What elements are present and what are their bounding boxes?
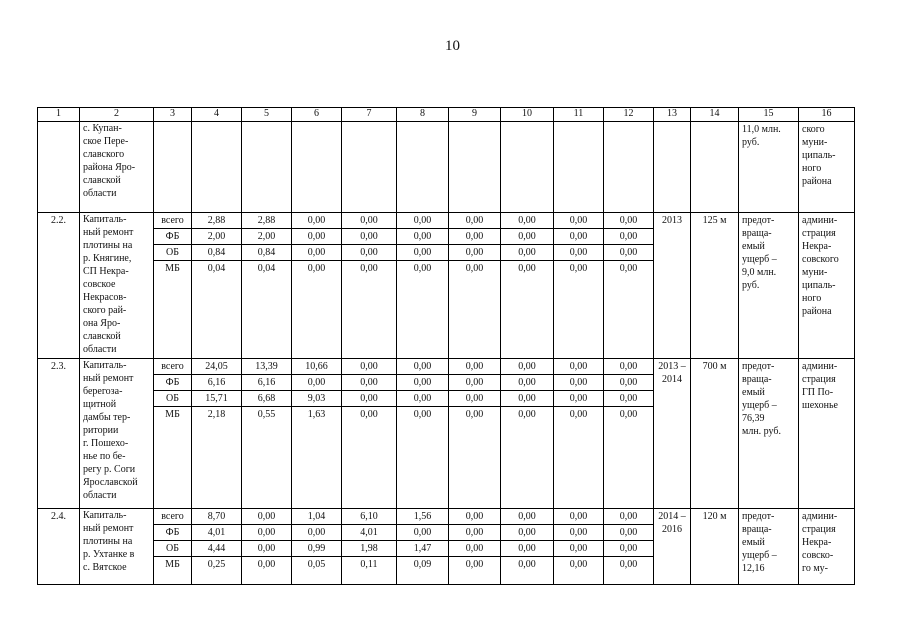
amount-value: 0,00 bbox=[449, 525, 500, 541]
amount-value: 0,00 bbox=[257, 559, 276, 570]
amount-value: 8,70 bbox=[192, 509, 241, 525]
amount-value: 15,71 bbox=[192, 391, 241, 407]
funding-levels bbox=[154, 359, 192, 509]
amount-value: 2,00 bbox=[242, 229, 291, 245]
amount-value: 0,05 bbox=[307, 559, 326, 570]
column-number-8: 8 bbox=[397, 108, 449, 122]
table-row bbox=[38, 213, 855, 359]
amount-value: 0,00 bbox=[292, 229, 341, 245]
amount-value: 0,99 bbox=[292, 541, 341, 557]
amount-column-12 bbox=[604, 213, 654, 359]
program-table bbox=[37, 107, 855, 585]
amount-column-4 bbox=[192, 213, 242, 359]
amount-value: 4,01 bbox=[192, 525, 241, 541]
amount-value: 0,00 bbox=[449, 391, 500, 407]
amount-value: 6,10 bbox=[342, 509, 396, 525]
amount-value: 6,16 bbox=[192, 375, 241, 391]
amount-value: 0,00 bbox=[604, 375, 653, 391]
funding-level: ОБ bbox=[154, 391, 191, 407]
amount-value: 0,00 bbox=[360, 409, 378, 420]
amount-column-12 bbox=[604, 509, 654, 585]
funding-levels bbox=[154, 213, 192, 359]
funding-level: ФБ bbox=[154, 375, 191, 391]
amount-value: 0,00 bbox=[360, 263, 378, 274]
amount-value: 0,00 bbox=[342, 245, 396, 261]
column-number-4: 4 bbox=[192, 108, 242, 122]
amount-value: 0,00 bbox=[554, 213, 603, 229]
funding-level: всего bbox=[154, 213, 191, 229]
amount-column-4 bbox=[192, 359, 242, 509]
amount-value: 13,39 bbox=[242, 359, 291, 375]
object-length: 125 м bbox=[691, 213, 739, 359]
column-number-6: 6 bbox=[292, 108, 342, 122]
amount-value: 0,00 bbox=[397, 375, 448, 391]
continuation-row bbox=[38, 122, 855, 213]
amount-value: 0,00 bbox=[604, 359, 653, 375]
amount-value: 6,16 bbox=[242, 375, 291, 391]
amount-value: 0,00 bbox=[501, 213, 553, 229]
amount-value: 10,66 bbox=[292, 359, 341, 375]
row-number: 2.2. bbox=[38, 213, 80, 359]
amount-value: 0,00 bbox=[619, 263, 638, 274]
column-number-9: 9 bbox=[449, 108, 501, 122]
table-row bbox=[38, 509, 855, 585]
column-number-10: 10 bbox=[501, 108, 554, 122]
amount-value: 2,18 bbox=[207, 409, 226, 420]
amount-column-7 bbox=[342, 213, 397, 359]
amount-value: 0,00 bbox=[242, 525, 291, 541]
column-number-row bbox=[38, 108, 855, 122]
amount-value: 0,84 bbox=[242, 245, 291, 261]
amount-value: 0,00 bbox=[501, 525, 553, 541]
amount-value: 0,00 bbox=[397, 391, 448, 407]
executor: админи- страция Некра- совского муни- ципаль- ного района bbox=[799, 213, 855, 359]
amount-value: 0,00 bbox=[569, 559, 588, 570]
amount-value: 0,25 bbox=[207, 559, 226, 570]
amount-value: 0,00 bbox=[554, 245, 603, 261]
amount-value: 2,88 bbox=[242, 213, 291, 229]
amount-column-6 bbox=[292, 359, 342, 509]
implementation-years: 2013 – 2014 bbox=[654, 359, 691, 509]
amount-value: 0,09 bbox=[413, 559, 432, 570]
amount-value: 0,00 bbox=[413, 263, 432, 274]
amount-value: 0,00 bbox=[465, 263, 484, 274]
amount-value: 0,00 bbox=[518, 559, 536, 570]
amount-value: 0,00 bbox=[501, 245, 553, 261]
amount-value: 4,01 bbox=[342, 525, 396, 541]
amount-column-4 bbox=[192, 509, 242, 585]
amount-column-7 bbox=[342, 509, 397, 585]
amount-value: 0,00 bbox=[518, 409, 536, 420]
expected-effect: предот- враща- емый ущерб – 76,39 млн. руб. bbox=[739, 359, 799, 509]
amount-value: 0,00 bbox=[397, 245, 448, 261]
amount-value: 0,00 bbox=[342, 229, 396, 245]
amount-value: 0,00 bbox=[501, 541, 553, 557]
amount-value: 0,00 bbox=[554, 509, 603, 525]
amount-column-6 bbox=[292, 509, 342, 585]
amount-value: 0,00 bbox=[501, 391, 553, 407]
column-number-16: 16 bbox=[799, 108, 855, 122]
column-number-5: 5 bbox=[242, 108, 292, 122]
amount-value: 0,00 bbox=[342, 391, 396, 407]
amount-value: 0,11 bbox=[360, 559, 378, 570]
amount-column-11 bbox=[554, 213, 604, 359]
amount-value: 9,03 bbox=[292, 391, 341, 407]
funding-levels bbox=[154, 509, 192, 585]
amount-value: 0,00 bbox=[397, 525, 448, 541]
funding-level: ФБ bbox=[154, 525, 191, 541]
implementation-years: 2014 – 2016 bbox=[654, 509, 691, 585]
expected-effect: предот- враща- емый ущерб – 12,16 bbox=[739, 509, 799, 585]
amount-value: 24,05 bbox=[192, 359, 241, 375]
amount-value: 1,04 bbox=[292, 509, 341, 525]
funding-level: ОБ bbox=[154, 541, 191, 557]
amount-value: 0,00 bbox=[501, 359, 553, 375]
funding-level: всего bbox=[154, 359, 191, 375]
amount-column-5 bbox=[242, 509, 292, 585]
amount-value: 0,00 bbox=[449, 509, 500, 525]
object-name: Капиталь- ный ремонт плотины на р. Ухтанке в с. Вятское bbox=[80, 509, 154, 585]
amount-column-10 bbox=[501, 359, 554, 509]
amount-value: 0,00 bbox=[604, 229, 653, 245]
amount-column-11 bbox=[554, 359, 604, 509]
row-number: 2.4. bbox=[38, 509, 80, 585]
amount-column-8 bbox=[397, 509, 449, 585]
amount-value: 0,00 bbox=[554, 229, 603, 245]
amount-value: 0,00 bbox=[397, 229, 448, 245]
amount-value: 0,00 bbox=[292, 375, 341, 391]
row-number: 2.3. bbox=[38, 359, 80, 509]
amount-value: 0,00 bbox=[619, 559, 638, 570]
amount-column-10 bbox=[501, 509, 554, 585]
column-number-11: 11 bbox=[554, 108, 604, 122]
amount-column-10 bbox=[501, 213, 554, 359]
amount-column-12 bbox=[604, 359, 654, 509]
amount-value: 0,00 bbox=[569, 409, 588, 420]
funding-level: МБ bbox=[165, 559, 180, 570]
amount-column-7 bbox=[342, 359, 397, 509]
amount-value: 0,00 bbox=[449, 541, 500, 557]
amount-value: 6,68 bbox=[242, 391, 291, 407]
amount-value: 0,00 bbox=[604, 541, 653, 557]
amount-value: 0,00 bbox=[413, 409, 432, 420]
amount-value: 1,98 bbox=[342, 541, 396, 557]
amount-value: 0,00 bbox=[604, 245, 653, 261]
object-length: 120 м bbox=[691, 509, 739, 585]
amount-value: 2,88 bbox=[192, 213, 241, 229]
amount-value: 0,00 bbox=[307, 263, 326, 274]
amount-column-9 bbox=[449, 213, 501, 359]
amount-value: 0,00 bbox=[604, 525, 653, 541]
amount-column-8 bbox=[397, 359, 449, 509]
amount-value: 0,00 bbox=[554, 541, 603, 557]
amount-value: 0,00 bbox=[397, 359, 448, 375]
funding-level: МБ bbox=[165, 263, 180, 274]
amount-value: 0,00 bbox=[242, 541, 291, 557]
funding-level: ОБ bbox=[154, 245, 191, 261]
amount-column-9 bbox=[449, 509, 501, 585]
amount-column-6 bbox=[292, 213, 342, 359]
amount-value: 0,00 bbox=[342, 375, 396, 391]
amount-value: 0,00 bbox=[501, 509, 553, 525]
continuation-object-name: с. Купан- ское Пере- славского района Яро- славской области bbox=[80, 122, 154, 213]
column-number-12: 12 bbox=[604, 108, 654, 122]
amount-value: 0,00 bbox=[449, 375, 500, 391]
amount-value: 0,00 bbox=[465, 409, 484, 420]
expected-effect: предот- враща- емый ущерб – 9,0 млн. руб. bbox=[739, 213, 799, 359]
continuation-effect: 11,0 млн. руб. bbox=[739, 122, 799, 213]
table-row bbox=[38, 359, 855, 509]
amount-column-5 bbox=[242, 213, 292, 359]
amount-value: 0,00 bbox=[449, 213, 500, 229]
amount-value: 0,00 bbox=[292, 245, 341, 261]
column-number-14: 14 bbox=[691, 108, 739, 122]
amount-value: 0,00 bbox=[604, 213, 653, 229]
continuation-executor: ского муни- ципаль- ного района bbox=[799, 122, 855, 213]
amount-value: 2,00 bbox=[192, 229, 241, 245]
funding-level: всего bbox=[154, 509, 191, 525]
amount-value: 1,47 bbox=[397, 541, 448, 557]
object-length: 700 м bbox=[691, 359, 739, 509]
amount-value: 0,00 bbox=[242, 509, 291, 525]
executor: админи- страция Некра- совско- го му- bbox=[799, 509, 855, 585]
column-number-15: 15 bbox=[739, 108, 799, 122]
amount-value: 0,04 bbox=[207, 263, 226, 274]
amount-value: 0,00 bbox=[465, 559, 484, 570]
amount-value: 0,00 bbox=[501, 375, 553, 391]
amount-value: 0,00 bbox=[619, 409, 638, 420]
amount-value: 0,00 bbox=[292, 525, 341, 541]
amount-column-8 bbox=[397, 213, 449, 359]
amount-value: 4,44 bbox=[192, 541, 241, 557]
amount-value: 0,00 bbox=[501, 229, 553, 245]
column-number-13: 13 bbox=[654, 108, 691, 122]
column-number-3: 3 bbox=[154, 108, 192, 122]
amount-column-9 bbox=[449, 359, 501, 509]
implementation-years: 2013 bbox=[654, 213, 691, 359]
amount-value: 0,00 bbox=[342, 213, 396, 229]
amount-column-11 bbox=[554, 509, 604, 585]
amount-value: 0,00 bbox=[449, 245, 500, 261]
object-name: Капиталь- ный ремонт плотины на р. Княгине, СП Некра- совское Некрасов- ского рай- она Яро- славской области bbox=[80, 213, 154, 359]
column-number-7: 7 bbox=[342, 108, 397, 122]
amount-value: 0,00 bbox=[554, 359, 603, 375]
funding-level: МБ bbox=[165, 409, 180, 420]
amount-value: 0,00 bbox=[449, 229, 500, 245]
page-number: 10 bbox=[445, 38, 460, 54]
amount-value: 0,00 bbox=[604, 509, 653, 525]
object-name: Капиталь- ный ремонт берегоза- щитной дамбы тер- ритории г. Пошехо- нье по бе- регу р. Соги Ярославской области bbox=[80, 359, 154, 509]
column-number-2: 2 bbox=[80, 108, 154, 122]
amount-value: 1,56 bbox=[397, 509, 448, 525]
amount-value: 0,00 bbox=[292, 213, 341, 229]
amount-value: 0,84 bbox=[192, 245, 241, 261]
amount-value: 0,04 bbox=[257, 263, 276, 274]
amount-value: 0,00 bbox=[554, 391, 603, 407]
amount-value: 0,00 bbox=[569, 263, 588, 274]
amount-value: 0,00 bbox=[554, 375, 603, 391]
amount-value: 0,00 bbox=[554, 525, 603, 541]
amount-value: 0,00 bbox=[449, 359, 500, 375]
amount-value: 0,00 bbox=[342, 359, 396, 375]
funding-level: ФБ bbox=[154, 229, 191, 245]
column-number-1: 1 bbox=[38, 108, 80, 122]
amount-value: 0,00 bbox=[397, 213, 448, 229]
amount-value: 0,00 bbox=[604, 391, 653, 407]
amount-value: 1,63 bbox=[307, 409, 326, 420]
amount-value: 0,55 bbox=[257, 409, 276, 420]
amount-column-5 bbox=[242, 359, 292, 509]
amount-value: 0,00 bbox=[518, 263, 536, 274]
executor: админи- страция ГП По- шехонье bbox=[799, 359, 855, 509]
